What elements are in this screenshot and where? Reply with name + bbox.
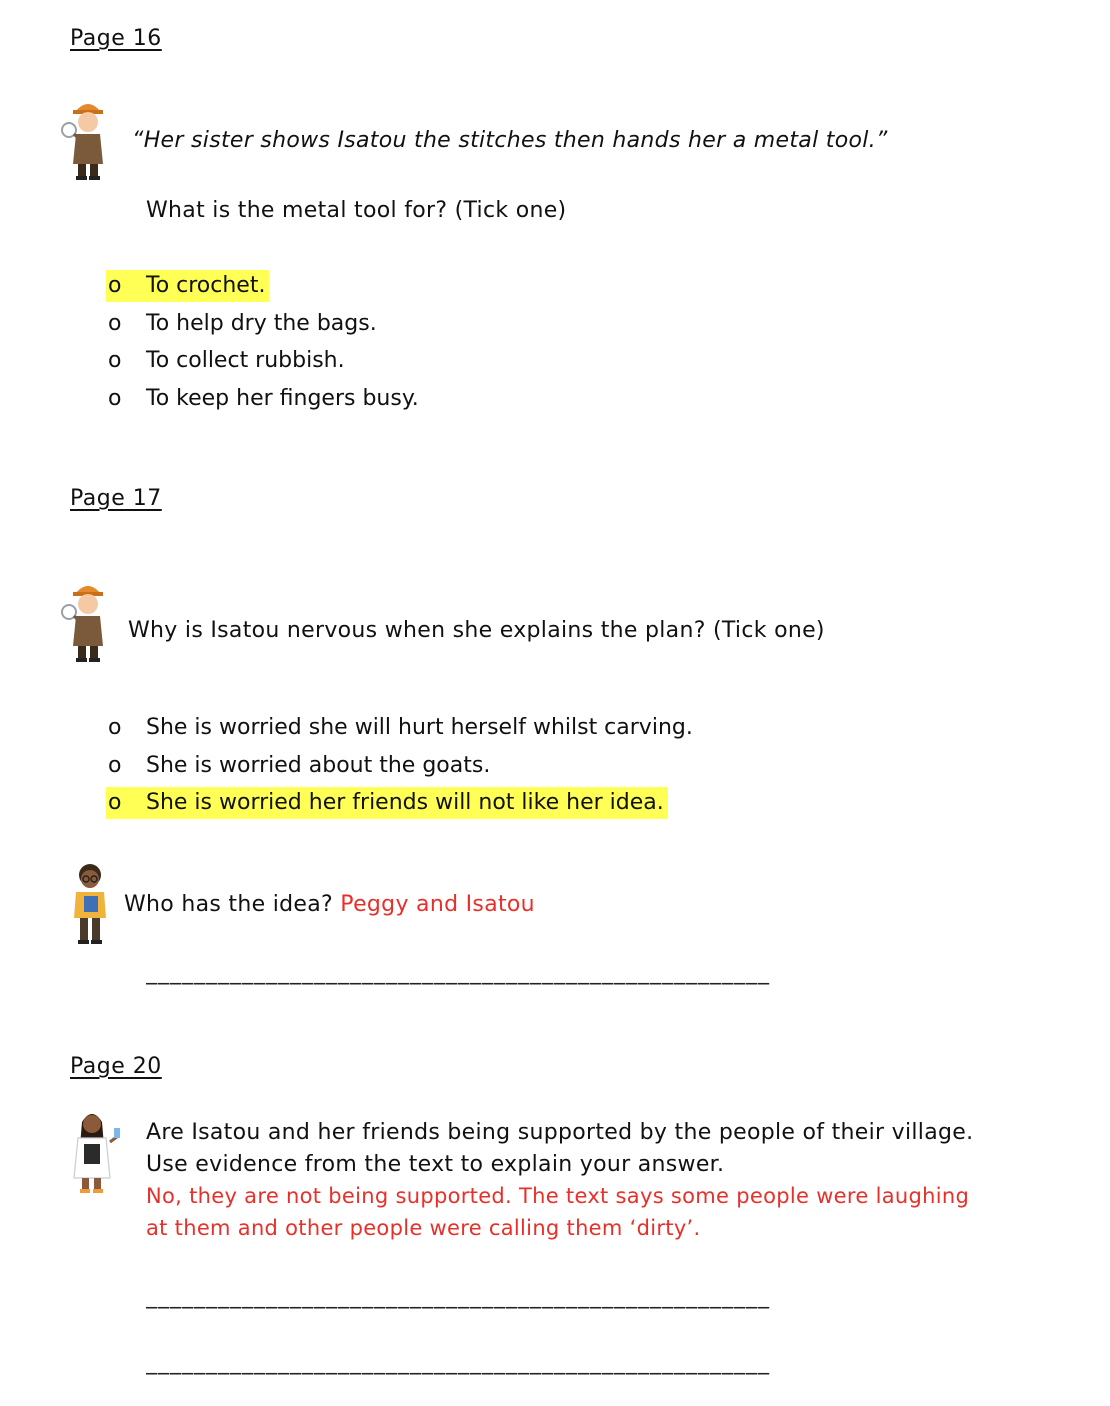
page-20-question-line-1: Are Isatou and her friends being supported by the people of their village. — [146, 1120, 974, 1145]
answer-line: ____________________________________________________ — [146, 1284, 770, 1309]
scientist-girl-icon — [72, 1106, 124, 1196]
idea-question — [124, 892, 535, 917]
detective-icon — [56, 574, 112, 666]
page-20-answer-line-2: at them and other people were calling them ‘dirty’. — [146, 1216, 701, 1240]
option-label: To keep her fingers busy. — [146, 386, 419, 411]
answer-line: ____________________________________________________ — [146, 960, 770, 985]
bullet-marker: o — [108, 273, 122, 298]
option-collect-rubbish[interactable] — [106, 345, 349, 377]
answer-line: ____________________________________________________ — [146, 1350, 770, 1375]
option-to-crochet[interactable] — [106, 270, 269, 302]
option-keep-fingers-busy[interactable] — [106, 383, 423, 415]
option-label: She is worried about the goats. — [146, 753, 491, 778]
idea-question-text: Who has the idea? — [124, 892, 333, 917]
page-16-heading: Page 16 — [70, 26, 162, 51]
bullet-marker: o — [108, 715, 122, 740]
option-label: She is worried she will hurt herself whilst carving. — [146, 715, 693, 740]
reader-boy-icon — [68, 862, 112, 950]
option-friends-not-like-idea[interactable] — [106, 787, 668, 819]
page-20-question-line-2: Use evidence from the text to explain your answer. — [146, 1152, 725, 1177]
page-20-heading: Page 20 — [70, 1054, 162, 1079]
option-label: To help dry the bags. — [146, 311, 377, 336]
option-hurt-herself[interactable] — [106, 712, 697, 744]
option-worried-goats[interactable] — [106, 750, 494, 782]
page-17-heading: Page 17 — [70, 486, 162, 511]
bullet-marker: o — [108, 790, 122, 815]
page-17-question: Why is Isatou nervous when she explains the plan? (Tick one) — [128, 618, 825, 643]
option-label: She is worried her friends will not like her idea. — [146, 790, 664, 815]
bullet-marker: o — [108, 753, 122, 778]
page-16-quote: “Her sister shows Isatou the stitches then hands her a metal tool.” — [132, 128, 888, 153]
page-16-question: What is the metal tool for? (Tick one) — [146, 198, 567, 223]
bullet-marker: o — [108, 348, 122, 373]
idea-answer: Peggy and Isatou — [340, 892, 535, 917]
detective-icon — [56, 92, 112, 184]
page-20-answer-line-1: No, they are not being supported. The text says some people were laughing — [146, 1184, 970, 1208]
option-label: To crochet. — [146, 273, 266, 298]
option-help-dry-bags[interactable] — [106, 308, 381, 340]
bullet-marker: o — [108, 386, 122, 411]
bullet-marker: o — [108, 311, 122, 336]
option-label: To collect rubbish. — [146, 348, 345, 373]
